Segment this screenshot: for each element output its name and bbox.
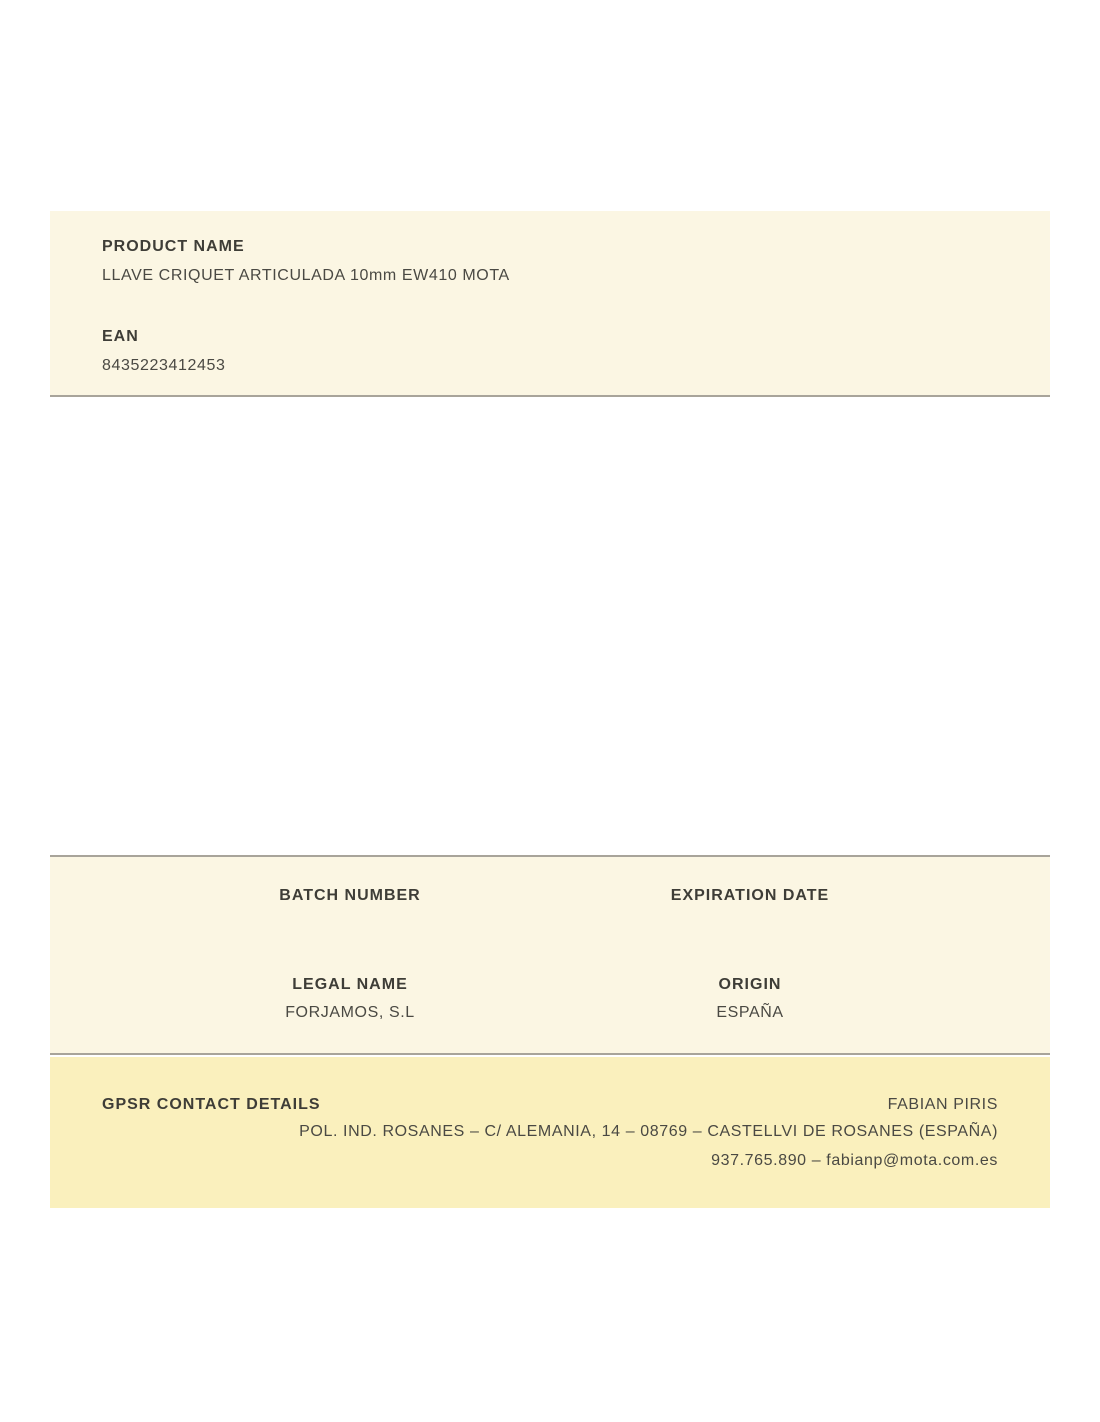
batch-expiration-panel (50, 855, 1050, 1055)
gpsr-contact-details-label: GPSR CONTACT DETAILS (102, 1096, 321, 1113)
ean-label: EAN (102, 328, 139, 345)
gpsr-header-row (102, 1095, 998, 1114)
contact-address: POL. IND. ROSANES – C/ ALEMANIA, 14 – 08769 – CASTELLVI DE ROSANES (ESPAÑA) (299, 1123, 998, 1140)
origin-label: ORIGIN (718, 976, 782, 993)
legal-name-value: FORJAMOS, S.L (285, 1004, 415, 1021)
origin-value: ESPAÑA (716, 1004, 784, 1021)
ean-field (102, 327, 998, 375)
ean-value: 8435223412453 (102, 357, 226, 374)
expiration-date-label: EXPIRATION DATE (670, 887, 830, 904)
gpsr-contact-panel (50, 1057, 1050, 1208)
contact-person-name: FABIAN PIRIS (887, 1096, 998, 1113)
batch-number-label: BATCH NUMBER (279, 887, 421, 904)
legal-origin-label-row (150, 975, 950, 994)
legal-origin-value-row (150, 1003, 950, 1022)
product-name-label: PRODUCT NAME (102, 238, 245, 255)
contact-phone-email: 937.765.890 – fabianp@mota.com.es (711, 1152, 998, 1169)
legal-name-label: LEGAL NAME (292, 976, 408, 993)
batch-expiration-row (150, 886, 950, 905)
product-name-value: LLAVE CRIQUET ARTICULADA 10mm EW410 MOTA (102, 267, 510, 284)
product-name-field (102, 237, 998, 285)
product-panel (50, 211, 1050, 397)
